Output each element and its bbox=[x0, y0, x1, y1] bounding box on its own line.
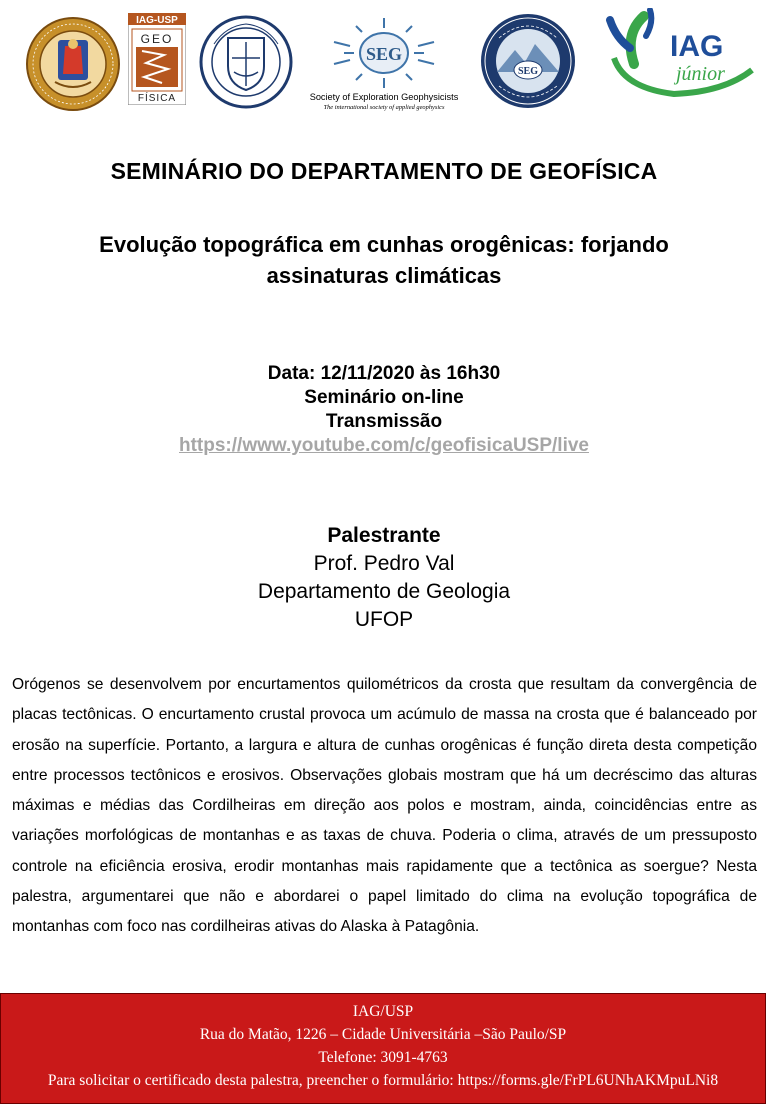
seg-tagline: The international society of applied geophysics bbox=[323, 104, 445, 111]
fisica-label: FÍSICA bbox=[137, 93, 177, 104]
speaker-department: Departamento de Geologia bbox=[257, 580, 511, 603]
talk-title-line-2: assinaturas climáticas bbox=[266, 263, 502, 288]
iag-junior-junior-text: júnior bbox=[676, 63, 725, 85]
iag-junior-iag-text: IAG bbox=[670, 30, 724, 63]
iag-usp-geofisica-logo bbox=[128, 13, 186, 105]
speaker-institution: UFOP bbox=[354, 608, 414, 631]
event-info bbox=[0, 362, 768, 458]
footer-phone: Telefone: 3091-4763 bbox=[318, 1049, 448, 1066]
speaker-name: Prof. Pedro Val bbox=[313, 552, 455, 575]
iag-usp-label: IAG-USP bbox=[136, 15, 178, 26]
event-date: Data: 12/11/2020 às 16h30 bbox=[267, 363, 501, 384]
event-transmission: Transmissão bbox=[325, 411, 443, 432]
talk-title-line-1: Evolução topográfica em cunhas orogênicas: forjando bbox=[99, 232, 669, 257]
footer-banner bbox=[0, 993, 766, 1104]
footer-org: IAG/USP bbox=[352, 1003, 414, 1020]
abstract-paragraph: Orógenos se desenvolvem por encurtamentos quilométricos da crosta que resultam da convergência de placas tectônicas. O encurtamento crustal provoca um acúmulo de massa na crosta que é balanceado por erosão na superfície. Portanto, a largura e altura de cunhas orogênicas é função direta desta competição entre processos tectônicos e erosivos. Observações globais mostram que há um decréscimo das alturas máximas e médias das Cordilheiras em direção aos polos e mostram, ainda, coincidências entre as variações morfológicas de montanhas e as taxas de chuva. Poderia o clima, através de um pressuposto controle na eficiência erosiva, erodir montanhas mais rapidamente que a tectônica as soergue? Nesta palestra, argumentarei que não e abordarei o papel limitado do clima na evolução topográfica de montanhas com foco nas cordilheiras ativas do Alaska à Patagônia. bbox=[12, 676, 757, 936]
logo-bar bbox=[0, 0, 768, 120]
usp-crest-logo bbox=[196, 14, 296, 110]
event-mode: Seminário on-line bbox=[304, 387, 464, 408]
unisantos-seg-chapter-logo bbox=[477, 12, 579, 110]
page-title: SEMINÁRIO DO DEPARTAMENTO DE GEOFÍSICA bbox=[110, 158, 658, 184]
iag-junior-logo bbox=[594, 8, 760, 102]
speaker-label: Palestrante bbox=[327, 524, 441, 547]
footer-address: Rua do Matão, 1226 – Cidade Universitária –São Paulo/SP bbox=[199, 1026, 567, 1043]
geo-label: GEO bbox=[140, 32, 174, 46]
seg-label: SEG bbox=[365, 44, 403, 64]
svg-text:SEG: SEG bbox=[517, 66, 539, 77]
footer-certificate: Para solicitar o certificado desta palestra, preencher o formulário: https://forms.gle/FrPL6UNhAKMpuLNi8 bbox=[47, 1072, 719, 1089]
talk-title bbox=[30, 229, 738, 291]
observatorio-seal-logo bbox=[25, 16, 121, 112]
speaker-block bbox=[0, 522, 768, 634]
youtube-live-link[interactable]: https://www.youtube.com/c/geofisicaUSP/live bbox=[179, 435, 589, 456]
seg-name: Society of Exploration Geophysicists bbox=[309, 92, 459, 102]
seg-logo bbox=[304, 12, 464, 112]
